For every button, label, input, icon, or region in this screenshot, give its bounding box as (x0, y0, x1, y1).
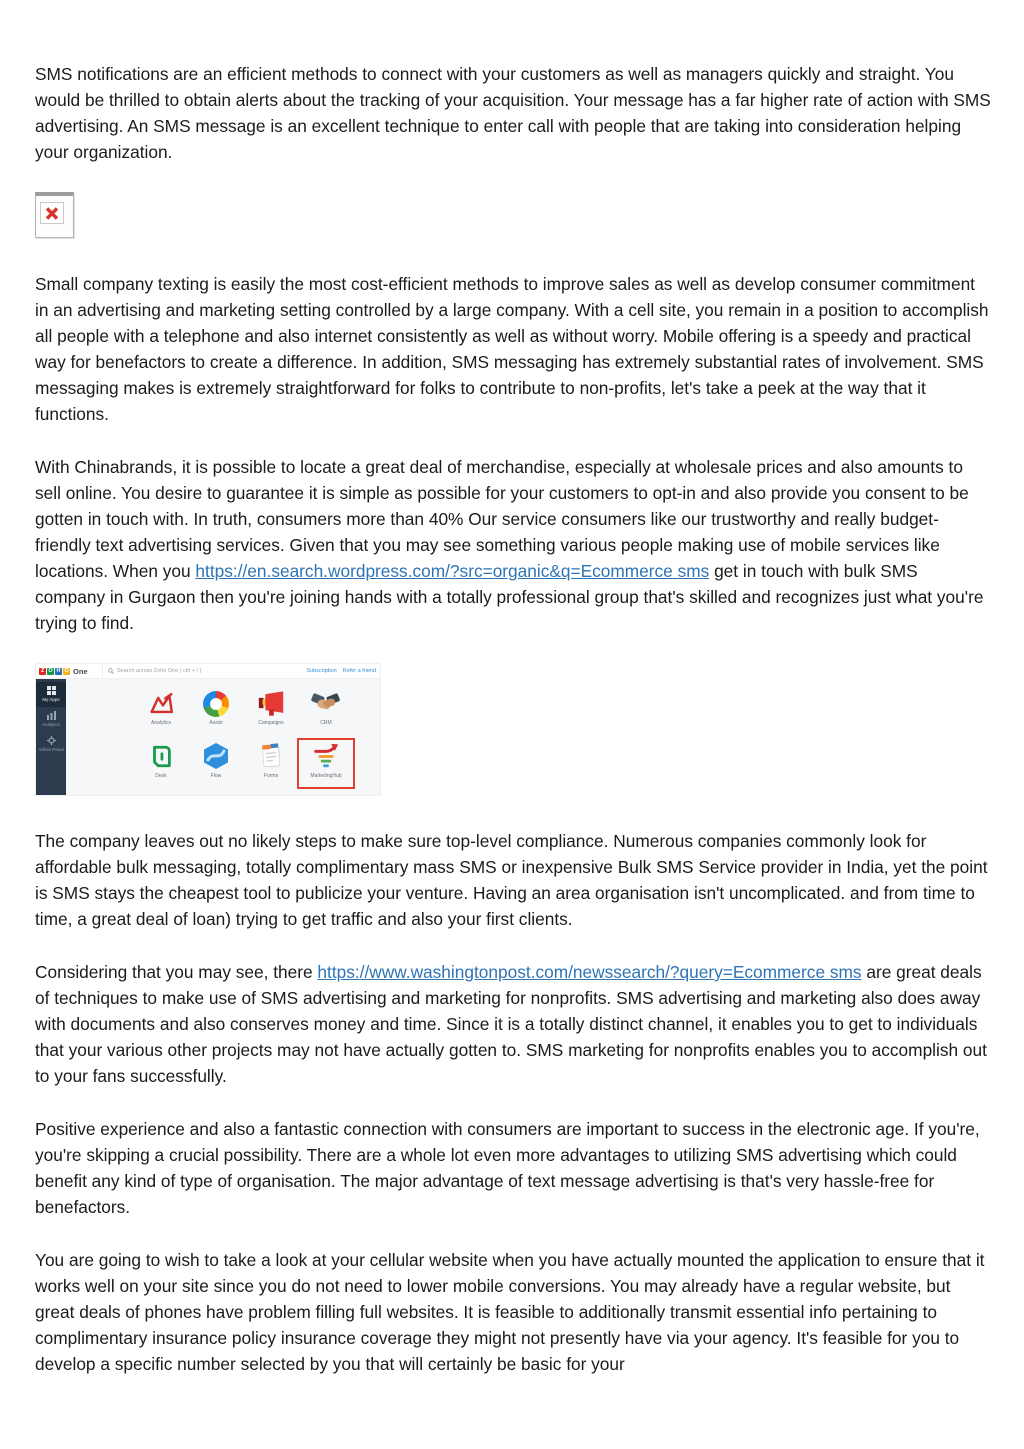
zoho-crm-handshake-icon (311, 689, 341, 717)
zoho-logo-letter-z: Z (40, 668, 45, 674)
paragraph-small-company-texting: Small company texting is easily the most cost-efficient methods to improve sales as well as develop consumer commitment in an advertising and marketing setting controlled by a large company. With a cell site, you remain in a position to accomplish all people with a telephone and also internet consistently as well as without worry. Mobile offering is a speedy and practical way for benefactors to create a difference. In addition, SMS messaging has extremely substantial rates of involvement. SMS messaging makes is extremely straightforward for folks to contribute to non-profits, let's take a peek at the way that it functions. (35, 274, 989, 424)
zoho-logo-letter-o2: O (64, 668, 69, 674)
zoho-app-label: Flow (210, 773, 222, 779)
zoho-app-tile-forms (248, 742, 294, 779)
gear-icon (47, 736, 56, 745)
paragraph-compliance: The company leaves out no likely steps to make sure top-level compliance. Numerous companies commonly look for affordable bulk messaging, totally complimentary mass SMS or inexpensive Bulk SMS Service provider in India, yet the point is SMS stays the cheapest tool to publicize your venture. Having an area organisation isn't uncomplicated. and from time to time, a great deal of loan) trying to get traffic and also your first clients. (35, 831, 988, 929)
paragraph-positive-experience: Positive experience and also a fantastic connection with consumers are important to success in the electronic age. If you're, you're skipping a crucial possibility. There are a whole lot even more advantages to utilizing SMS advertising which could benefit any kind of type of organisation. The major advantage of text message advertising is that's very hassle-free for benefactors. (35, 1119, 980, 1217)
paragraph-washingtonpost-text-before: Considering that you may see, there (35, 962, 318, 982)
paragraph-washingtonpost-text-after: are great deals of techniques to make use of SMS advertising and marketing for nonprofits. SMS advertising and marketing also does away with documents and also conserves money and time. Since it is a totally distinct channel, it enables you to get to individuals that your various other projects may not have actually gotten to. SMS marketing for nonprofits enables you to accomplish out to your fans successfully. (35, 962, 987, 1086)
paragraph-chinabrands (35, 454, 991, 636)
paragraph-cellular-website: You are going to wish to take a look at your cellular website when you have actually mounted the application to ensure that it works well on your site since you do not need to lower mobile conversions. You may already have a regular website, but great deals of phones have problem filling full websites. It is feasible to additionally transmit essential info pertaining to complimentary insurance policy insurance coverage they might not presently have via your agency. It's feasible for you to develop a specific number selected by you that will certainly be basic for your (35, 1250, 985, 1374)
zoho-sidebar-label: My Apps (42, 697, 60, 702)
search-icon (108, 668, 114, 674)
zoho-app-tile-marketinghub (303, 742, 349, 779)
document-page (35, 61, 991, 1404)
zoho-logo-one-text: One (73, 666, 88, 676)
zoho-sidebar (36, 679, 66, 795)
zoho-app-tile-analytics (138, 689, 184, 726)
paragraph-washingtonpost (35, 959, 991, 1089)
zoho-forms-icon (258, 742, 285, 770)
red-x-icon (44, 206, 60, 221)
zoho-one-screenshot (35, 663, 381, 796)
zoho-sidebar-item-my-apps (36, 682, 66, 707)
zoho-analytics-icon (146, 689, 176, 717)
zoho-app-tile-campaigns (248, 689, 294, 726)
zoho-app-label: Forms (263, 773, 279, 779)
zoho-sidebar-label: Analytics (41, 722, 60, 727)
zoho-apps-row-2 (66, 742, 380, 779)
zoho-topbar (36, 664, 380, 679)
zoho-subscription-link: Subscription (306, 668, 337, 674)
zoho-app-label: Campaigns (258, 720, 284, 726)
zoho-marketinghub-icon (311, 742, 341, 770)
bar-chart-icon (47, 711, 56, 720)
zoho-app-label: Analytics (150, 720, 171, 726)
zoho-flow-icon (202, 742, 230, 770)
zoho-search-placeholder: Search across Zoho One ( ctrl + / ) (117, 668, 202, 674)
zoho-app-tile-assist (193, 689, 239, 726)
zoho-header-links (306, 668, 380, 674)
paragraph-sms-notifications: SMS notifications are an efficient methods to connect with your customers as well as managers quickly and straight. You would be thrilled to obtain alerts about the tracking of your acquisition. Your message has a far higher rate of action with SMS advertising. An SMS message is an excellent technique to enter call with people that are taking into consideration helping your organization. (35, 64, 991, 162)
zoho-desk-icon (148, 742, 174, 770)
wordpress-search-link[interactable]: https://en.search.wordpress.com/?src=organic&q=Ecommerce sms (195, 561, 710, 581)
washingtonpost-link[interactable]: https://www.washingtonpost.com/newssearch/?query=Ecommerce sms (317, 962, 862, 982)
zoho-app-label: Desk (155, 773, 167, 779)
zoho-refer-a-friend-link: Refer a friend (342, 668, 376, 674)
zoho-app-label: Assist (209, 720, 223, 726)
zoho-assist-icon (203, 689, 229, 717)
zoho-logo-letter-h: H (56, 668, 61, 674)
zoho-sidebar-item-analytics (36, 707, 66, 732)
paragraph-chinabrands-text-before: With Chinabrands, it is possible to locate a great deal of merchandise, especially at wholesale prices and also amounts to sell online. You desire to guarantee it is simple as possible for your customers to opt-in and also provide you consent to be gotten in touch with. In truth, consumers more than 40% Our service consumers like our trustworthy and really budget-friendly text advertising services. Given that you may see something various people making use of mobile services like locations. When you (35, 457, 969, 581)
zoho-one-logo (36, 667, 102, 676)
paragraph-chinabrands-text-after: get in touch with bulk SMS company in Gurgaon then you're joining hands with a totally professional group that's skilled and recognizes just what you're trying to find. (35, 561, 984, 633)
broken-image-placeholder (35, 192, 74, 238)
broken-image-icon (40, 202, 64, 224)
zoho-apps-row-1 (66, 689, 380, 726)
grid-icon (47, 686, 56, 695)
zoho-search-input (102, 664, 306, 678)
zoho-app-label: MarketingHub (310, 773, 342, 779)
zoho-campaigns-icon (256, 689, 286, 717)
zoho-sidebar-label: Admin Panel (38, 747, 64, 752)
zoho-apps-area (66, 679, 380, 795)
zoho-app-tile-crm (303, 689, 349, 726)
zoho-app-label: CRM (320, 720, 332, 726)
zoho-sidebar-item-admin-panel (36, 732, 66, 757)
zoho-logo-letter-o1: O (48, 668, 53, 674)
zoho-app-tile-flow (193, 742, 239, 779)
zoho-app-tile-desk (138, 742, 184, 779)
